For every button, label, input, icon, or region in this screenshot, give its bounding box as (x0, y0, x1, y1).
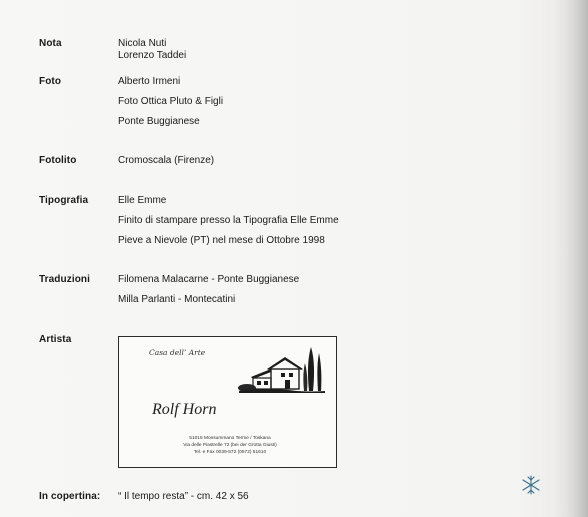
credit-value: Elle Emme (118, 195, 167, 206)
credit-value: Pieve a Nievole (PT) nel mese di Ottobre 1998 (118, 235, 325, 246)
credit-label-foto: Foto (39, 76, 62, 87)
credit-label-tipografia: Tipografia (39, 195, 89, 206)
credit-value: Lorenzo Taddei (118, 50, 187, 61)
credit-value: Nicola Nuti (118, 38, 167, 49)
credit-value: Foto Ottica Pluto & Figli (118, 96, 224, 107)
credit-value: Ponte Buggianese (118, 116, 200, 127)
house-cypress-icon (237, 341, 327, 397)
artist-business-card (118, 336, 337, 468)
credit-label-fotolito: Fotolito (39, 155, 77, 166)
credit-label-copertina: In copertina: (39, 491, 101, 502)
card-address-line: 51015 Monsummano Terme / Toskana (189, 436, 271, 441)
credit-value: Alberto Irmeni (118, 76, 181, 87)
credit-value: Filomena Malacarne - Ponte Buggianese (118, 274, 300, 285)
card-heading: Casa dell’ Arte (149, 348, 206, 357)
credit-label-nota: Nota (39, 38, 62, 49)
page-spine-shadow (554, 0, 588, 517)
card-address-line: Via delle Piastrelle 72 (bei der Grotta Giusti) (183, 443, 277, 448)
credit-value: Milla Parlanti - Montecatini (118, 294, 236, 305)
credit-label-artista: Artista (39, 334, 72, 345)
credit-value: Cromoscala (Firenze) (118, 155, 215, 166)
credit-value: Finito di stampare presso la Tipografia Elle Emme (118, 215, 339, 226)
asterisk-star-icon (520, 474, 542, 496)
artist-signature-name: Rolf Horn (152, 401, 217, 418)
credit-label-traduzioni: Traduzioni (39, 274, 90, 285)
credit-value: “ Il tempo resta” - cm. 42 x 56 (118, 491, 249, 502)
card-address-line: Tel. e Fax 0039-572 (0572) 51610 (193, 450, 267, 455)
